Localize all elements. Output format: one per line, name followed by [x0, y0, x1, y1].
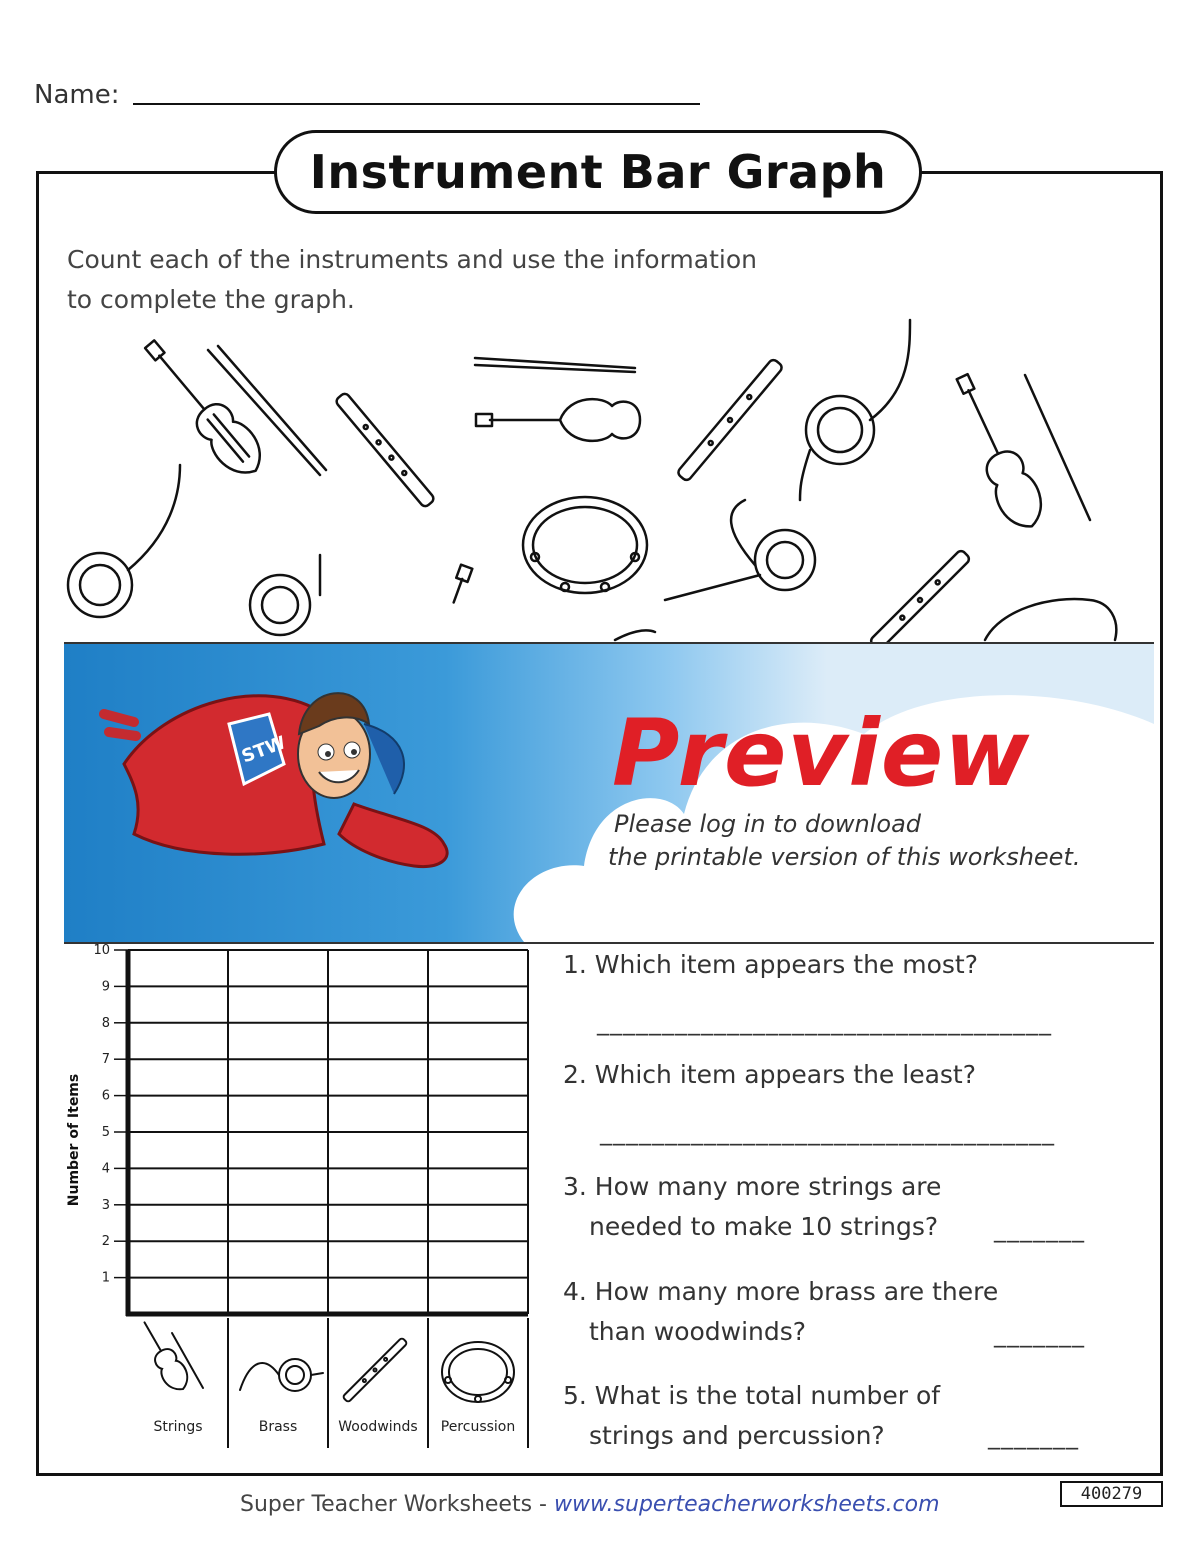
worksheet-code: 400279 — [1060, 1481, 1163, 1507]
question-2-answer-blank[interactable]: ___________________________________ — [600, 1118, 1055, 1146]
question-1-text: 1. Which item appears the most? — [563, 950, 979, 979]
name-underline[interactable] — [133, 103, 700, 105]
y-tick-label: 2 — [101, 1234, 110, 1250]
footer-link[interactable]: www.superteacherworksheets.com — [553, 1492, 940, 1517]
violin-icon — [448, 565, 472, 605]
y-tick-label: 4 — [101, 1161, 110, 1177]
question-5-text-line-2: strings and percussion? — [589, 1421, 885, 1450]
category-label: Strings — [153, 1419, 203, 1435]
instructions-line-2: to complete the graph. — [67, 285, 355, 314]
category-label: Brass — [258, 1419, 298, 1435]
french-horn-icon — [250, 555, 320, 635]
y-axis-label: Number of Items — [66, 1073, 82, 1207]
french-horn-icon — [665, 500, 815, 600]
instructions — [67, 240, 827, 320]
y-tick-label: 9 — [101, 979, 110, 995]
question-4-text-line-2: than woodwinds? — [589, 1317, 807, 1346]
question-5-text-line-1: 5. What is the total number of — [563, 1381, 941, 1410]
question-1-answer-blank[interactable]: ___________________________________ — [597, 1008, 1052, 1036]
question-5-answer-blank[interactable]: _______ — [988, 1422, 1079, 1450]
y-tick-label: 3 — [101, 1197, 110, 1213]
question-1 — [563, 945, 978, 985]
question-5 — [563, 1376, 940, 1456]
recorder-icon — [335, 392, 436, 508]
question-3-text-line-1: 3. How many more strings are — [563, 1172, 942, 1201]
footer-text: Super Teacher Worksheets - — [240, 1492, 554, 1517]
tambourine-icon — [985, 599, 1116, 640]
question-2-text: 2. Which item appears the least? — [563, 1060, 977, 1089]
question-4-answer-blank[interactable]: _______ — [994, 1320, 1085, 1348]
instrument-illustrations — [40, 310, 1160, 645]
tambourine-icon — [523, 497, 647, 593]
question-3 — [563, 1167, 941, 1247]
preview-subtitle-line-2: the printable version of this worksheet. — [608, 843, 1081, 871]
footer — [240, 1492, 940, 1517]
question-4 — [563, 1272, 998, 1352]
violin-icon — [476, 399, 640, 441]
worksheet-title: Instrument Bar Graph — [309, 145, 887, 199]
category-label: Woodwinds — [338, 1419, 418, 1435]
recorder-icon — [869, 549, 971, 645]
bow-icon — [1025, 375, 1090, 520]
violin-icon — [943, 368, 1051, 535]
y-tick-label: 6 — [101, 1088, 110, 1104]
superhero-mascot-icon — [104, 693, 447, 866]
french-horn-icon — [800, 320, 910, 500]
violin-icon — [134, 331, 272, 484]
category-labels — [153, 1419, 515, 1435]
y-tick-label: 8 — [101, 1015, 110, 1031]
question-4-text-line-1: 4. How many more brass are there — [563, 1277, 999, 1306]
question-3-answer-blank[interactable]: _______ — [994, 1215, 1085, 1243]
y-tick-label: 1 — [101, 1270, 110, 1286]
question-2 — [563, 1055, 976, 1095]
name-label: Name: — [34, 80, 120, 110]
preview-subtitle-line-1: Please log in to download — [614, 810, 922, 838]
question-3-text-line-2: needed to make 10 strings? — [589, 1212, 939, 1241]
french-horn-icon — [240, 1359, 323, 1391]
category-label: Percussion — [440, 1419, 516, 1435]
bow-icon — [208, 350, 320, 475]
french-horn-icon — [68, 465, 180, 617]
tambourine-icon — [442, 1342, 514, 1402]
category-icons — [134, 1316, 514, 1402]
recorder-icon — [342, 1337, 407, 1402]
badge-label: STW — [238, 732, 289, 768]
recorder-icon — [676, 358, 783, 482]
y-tick-label: 10 — [93, 943, 110, 958]
bar-graph[interactable] — [60, 940, 540, 1455]
y-tick-label: 5 — [101, 1125, 110, 1140]
preview-title: Preview — [612, 700, 1031, 807]
y-tick-label: 7 — [101, 1052, 110, 1068]
y-axis-ticks — [93, 943, 128, 1286]
instructions-line-1: Count each of the instruments and use the information — [67, 245, 757, 274]
title-banner — [274, 130, 922, 214]
